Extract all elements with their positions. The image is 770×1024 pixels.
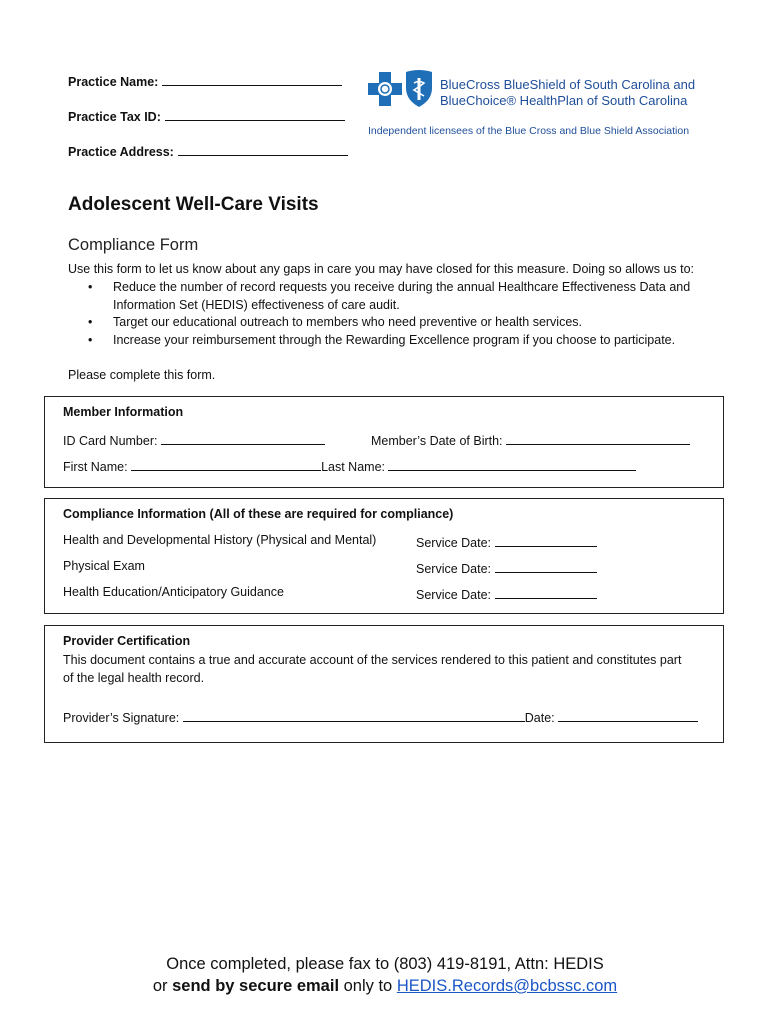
signature-date-label: Date: [524, 711, 555, 725]
service-date-input[interactable] [495, 585, 597, 599]
id-card-number-field [63, 431, 325, 448]
logo-subtitle: Independent licensees of the Blue Cross and Blue Shield Association [368, 125, 690, 137]
service-date-label: Service Date: [416, 562, 492, 576]
compliance-item-label: Health Education/Anticipatory Guidance [63, 585, 284, 599]
provider-signature-field [63, 708, 698, 725]
instruction-text: Please complete this form. [68, 368, 216, 382]
list-item [88, 279, 728, 314]
last-name-label: Last Name: [321, 460, 385, 474]
practice-address-label: Practice Address: [68, 145, 174, 159]
compliance-information-section [44, 498, 724, 614]
hedis-email-link[interactable]: HEDIS.Records@bcbssc.com [396, 977, 618, 995]
compliance-section-heading: Compliance Information (All of these are required for compliance) [63, 507, 454, 521]
provider-statement-line1: This document contains a true and accurate account of the services rendered to this patient and constitutes part [63, 653, 682, 667]
provider-statement-line2: of the legal health record. [63, 671, 205, 685]
service-date-input[interactable] [495, 559, 597, 573]
practice-name-field [68, 72, 342, 89]
practice-name-input[interactable] [162, 72, 342, 86]
member-dob-label: Member’s Date of Birth: [371, 434, 503, 448]
logo-line1: BlueCross BlueShield of South Carolina and [440, 77, 696, 92]
practice-name-label: Practice Name: [68, 75, 159, 89]
provider-signature-label: Provider’s Signature: [63, 711, 180, 725]
first-name-field [63, 457, 636, 474]
service-date-field [416, 533, 597, 550]
compliance-item-label: Physical Exam [63, 559, 145, 573]
service-date-field [416, 559, 597, 576]
provider-signature-input[interactable] [183, 708, 525, 722]
first-name-input[interactable] [131, 457, 321, 471]
provider-certification-section [44, 625, 724, 743]
email-instruction [0, 977, 770, 996]
member-section-heading: Member Information [63, 405, 184, 419]
practice-address-input[interactable] [178, 142, 348, 156]
practice-tax-id-field [68, 107, 345, 124]
fax-instruction: Once completed, please fax to (803) 419-8191, Attn: HEDIS [166, 955, 604, 973]
list-item-text: Target our educational outreach to members who need preventive or health services. [113, 315, 583, 329]
footer-send-secure-text: send by secure email [172, 977, 340, 995]
member-information-section [44, 396, 724, 488]
id-card-number-label: ID Card Number: [63, 434, 158, 448]
provider-section-heading: Provider Certification [63, 634, 191, 648]
practice-tax-id-label: Practice Tax ID: [68, 110, 161, 124]
intro-text: Use this form to let us know about any gaps in care you may have closed for this measure. Doing so allows us to: [68, 262, 695, 276]
compliance-item-label: Health and Developmental History (Physical and Mental) [63, 533, 377, 547]
logo-line2: BlueChoice® HealthPlan of South Carolina [440, 93, 688, 108]
list-item-text: Increase your reimbursement through the Rewarding Excellence program if you choose to participate. [113, 332, 676, 347]
page-subtitle: Compliance Form [68, 236, 199, 254]
logo-text [440, 77, 695, 109]
id-card-number-input[interactable] [161, 431, 325, 445]
bullet-icon: • [88, 332, 93, 347]
benefits-list [88, 279, 728, 349]
service-date-input[interactable] [495, 533, 597, 547]
list-item [88, 332, 728, 350]
footer-or-text: or [152, 977, 168, 995]
bullet-icon: • [88, 280, 93, 294]
practice-tax-id-input[interactable] [165, 107, 345, 121]
list-item [88, 314, 728, 332]
blue-cross-logo-icon [368, 72, 402, 106]
service-date-field [416, 585, 597, 602]
last-name-input[interactable] [388, 457, 636, 471]
practice-address-field [68, 142, 348, 159]
signature-date-input[interactable] [558, 708, 698, 722]
member-dob-field [371, 431, 690, 448]
list-item-text: Reduce the number of record requests you receive during the annual Healthcare Effectiveness Data and Information Set (HEDIS) effectiveness of care audit. [113, 280, 691, 312]
bullet-icon: • [88, 315, 93, 329]
blue-shield-logo-icon [404, 70, 434, 108]
first-name-label: First Name: [63, 460, 128, 474]
footer-only-to-text: only to [343, 977, 393, 995]
service-date-label: Service Date: [416, 536, 492, 550]
page-title: Adolescent Well-Care Visits [68, 194, 319, 215]
member-dob-input[interactable] [506, 431, 690, 445]
service-date-label: Service Date: [416, 588, 492, 602]
